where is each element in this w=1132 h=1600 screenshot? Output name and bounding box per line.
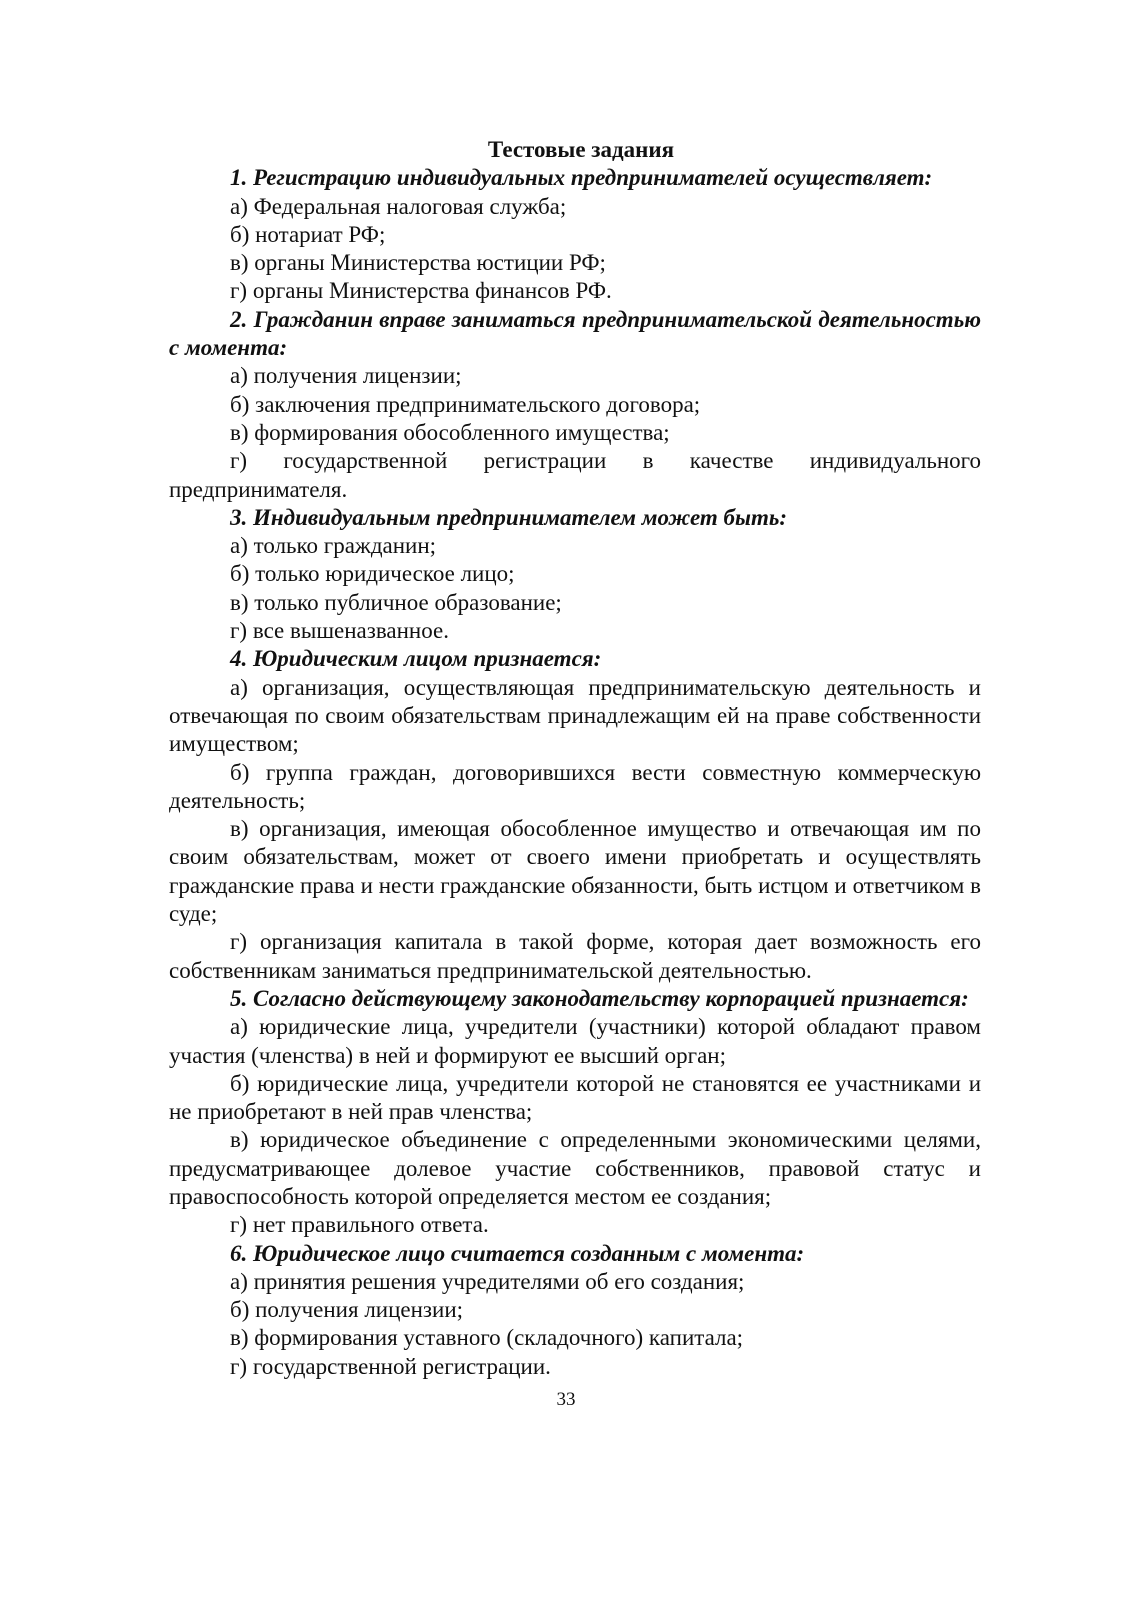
answer-option-b: б) заключения предпринимательского договора; — [230, 391, 701, 417]
question-1 — [169, 164, 981, 305]
question-6 — [169, 1240, 981, 1381]
question-text: 5. Согласно действующему законодательству корпорацией признается: — [230, 985, 969, 1011]
answer-option-b: б) юридические лица, учредители которой не становятся ее участниками и не приобретают в ней прав членства; — [169, 1070, 981, 1125]
answer-option-b: б) группа граждан, договорившихся вести совместную коммерческую деятельность; — [169, 759, 981, 813]
answer-option-a: а) Федеральная налоговая служба; — [230, 193, 567, 219]
answer-option-b: б) только юридическое лицо; — [230, 561, 515, 587]
document-body — [169, 136, 981, 1381]
answer-option-v: в) организация, имеющая обособленное имущество и отвечающая им по своим обязательствам, может от своего имени приобретать и осуществлять гражданские права и нести гражданские обязанности, быть истцом и ответчиком в суде; — [169, 816, 981, 927]
question-text: 3. Индивидуальным предпринимателем может быть: — [230, 504, 788, 530]
answer-option-a: а) организация, осуществляющая предпринимательскую деятельность и отвечающая по своим обязательствам принадлежащим ей на праве собственности имуществом; — [169, 674, 981, 757]
answer-option-v: в) формирования обособленного имущества; — [230, 419, 670, 445]
question-text: 6. Юридическое лицо считается созданным с момента: — [230, 1240, 805, 1266]
answer-option-g: г) государственной регистрации в качестве индивидуального предпринимателя. — [169, 448, 981, 502]
answer-option-a: а) получения лицензии; — [230, 363, 462, 389]
answer-option-a: а) только гражданин; — [230, 533, 437, 559]
question-5 — [169, 985, 981, 1240]
answer-option-v: в) формирования уставного (складочного) капитала; — [230, 1325, 744, 1351]
answer-option-g: г) все вышеназванное. — [230, 618, 449, 644]
page-number: 33 — [556, 1389, 576, 1410]
question-text: 4. Юридическим лицом признается: — [230, 646, 602, 672]
answer-option-v: в) только публичное образование; — [230, 589, 562, 615]
question-text: 2. Гражданин вправе заниматься предпринимательской деятельностью с момента: — [169, 306, 981, 361]
answer-option-b: б) получения лицензии; — [230, 1297, 464, 1323]
answer-option-g: г) государственной регистрации. — [230, 1353, 551, 1379]
question-text: 1. Регистрацию индивидуальных предпринимателей осуществляет: — [230, 165, 933, 191]
question-3 — [169, 504, 981, 645]
answer-option-g: г) организация капитала в такой форме, которая дает возможность его собственникам заниматься предпринимательской деятельностью. — [169, 929, 981, 983]
answer-option-a: а) принятия решения учредителями об его создания; — [230, 1268, 745, 1294]
answer-option-g: г) нет правильного ответа. — [230, 1212, 489, 1238]
question-4 — [169, 645, 981, 985]
answer-option-g: г) органы Министерства финансов РФ. — [230, 278, 612, 304]
answer-option-v: в) юридическое объединение с определенными экономическими целями, предусматривающее долевое участие собственников, правовой статус и правоспособность которой определяется местом ее создания; — [169, 1127, 981, 1209]
answer-option-v: в) органы Министерства юстиции РФ; — [230, 250, 606, 276]
question-2 — [169, 306, 981, 504]
answer-option-b: б) нотариат РФ; — [230, 221, 386, 247]
answer-option-a: а) юридические лица, учредители (участники) которой обладают правом участия (членства) в ней и формируют ее высший орган; — [169, 1014, 981, 1068]
page-title: Тестовые задания — [487, 137, 675, 162]
